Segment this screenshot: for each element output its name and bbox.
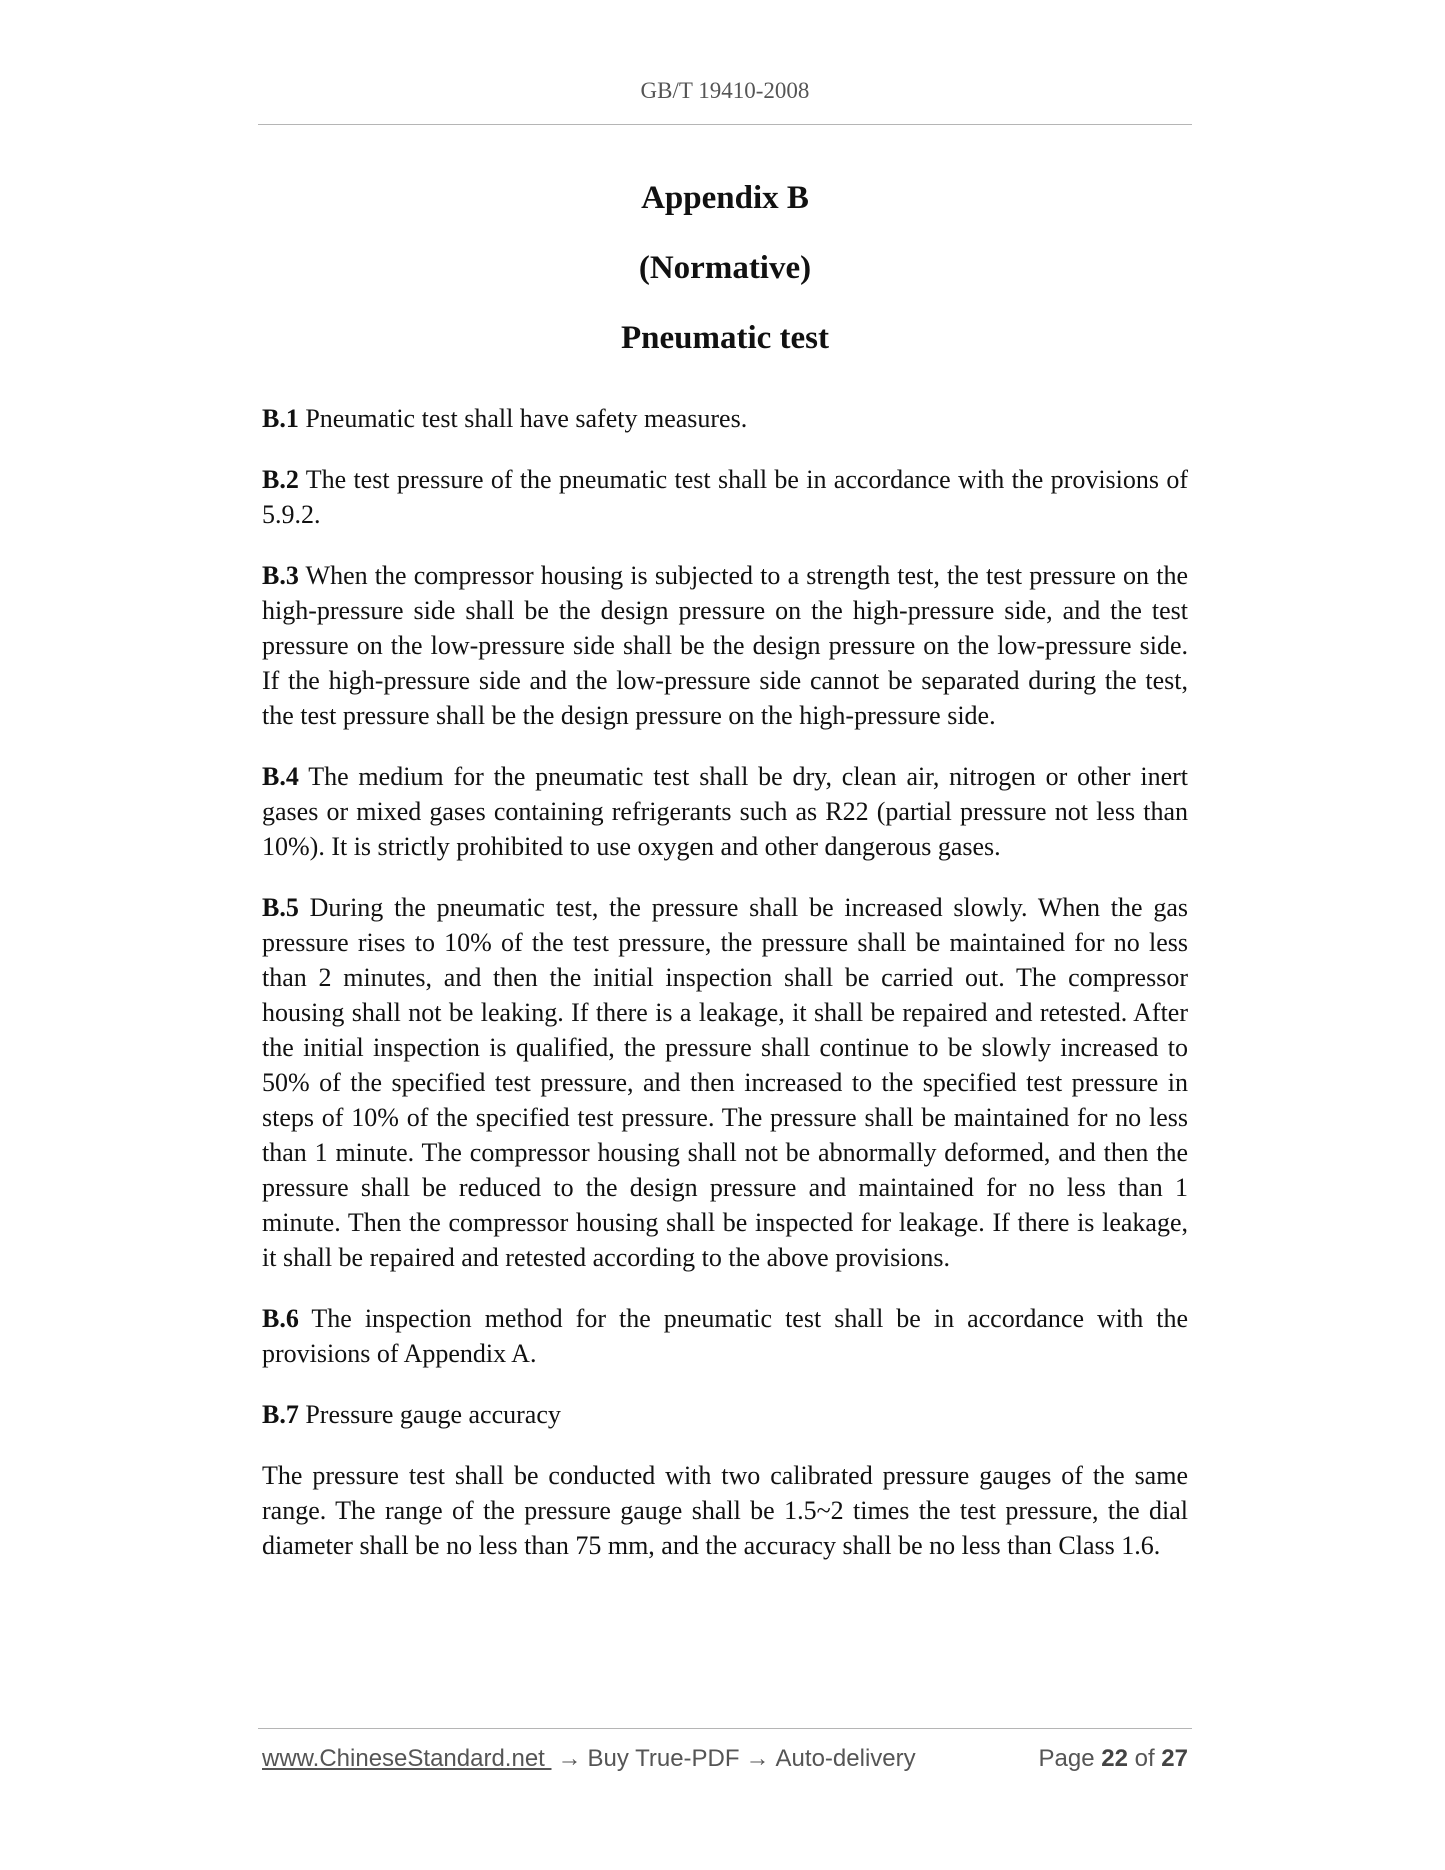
section-text: Pressure gauge accuracy	[298, 1400, 561, 1429]
section-text: Pneumatic test shall have safety measures.	[298, 404, 748, 433]
page-indicator	[1039, 1745, 1189, 1773]
footer-rule	[258, 1728, 1192, 1729]
section-b3	[262, 558, 1188, 733]
arrow-right-icon: →	[557, 1745, 582, 1772]
section-b6	[262, 1301, 1188, 1371]
header-doc-id: GB/T 19410-2008	[640, 78, 810, 103]
section-b1	[262, 401, 1188, 436]
section-b5	[262, 890, 1188, 1275]
section-number: B.4	[262, 762, 299, 791]
section-number: B.1	[262, 404, 299, 433]
auto-delivery-text: Auto-delivery	[775, 1745, 916, 1772]
page-header	[258, 78, 1192, 104]
closing-paragraph: The pressure test shall be conducted with two calibrated pressure gauges of the same range. The range of the pressure gauge shall be 1.5~2 times the test pressure, the dial diameter shall be no less than 75 mm, and the accuracy shall be no less than Class 1.6.	[262, 1461, 1188, 1560]
section-number: B.2	[262, 465, 299, 494]
section-number: B.5	[262, 893, 299, 922]
appendix-title: Appendix B	[641, 180, 809, 216]
section-text: During the pneumatic test, the pressure shall be increased slowly. When the gas pressure rises to 10% of the test pressure, the pressure shall be maintained for no less than 2 minutes, and then the initial inspection shall be carried out. The compressor housing shall not be leaking. If there is a leakage, it shall be repaired and retested. After the initial inspection is qualified, the pressure shall continue to be slowly increased to 50% of the specified test pressure, and then increased to the specified test pressure in steps of 10% of the specified test pressure. The pressure shall be maintained for no less than 1 minute. The compressor housing shall not be abnormally deformed, and then the pressure shall be reduced to the design pressure and maintained for no less than 1 minute. Then the compressor housing shall be inspected for leakage. If there is leakage, it shall be repaired and retested according to the above provisions.	[262, 893, 1188, 1272]
page-footer	[262, 1745, 1188, 1773]
section-number: B.3	[262, 561, 299, 590]
page-current: 22	[1101, 1745, 1128, 1772]
appendix-type: (Normative)	[638, 250, 812, 286]
section-text: The medium for the pneumatic test shall be dry, clean air, nitrogen or other inert gases or mixed gases containing refrigerants such as R22 (partial pressure not less than 10%). It is strictly prohibited to use oxygen and other dangerous gases.	[262, 762, 1188, 861]
section-text: The inspection method for the pneumatic test shall be in accordance with the provisions of Appendix A.	[262, 1304, 1188, 1368]
section-text: The test pressure of the pneumatic test shall be in accordance with the provisions of 5.9.2.	[262, 465, 1188, 529]
page-label: Page	[1038, 1745, 1095, 1772]
section-b2	[262, 462, 1188, 532]
section-text: When the compressor housing is subjected to a strength test, the test pressure on the high-pressure side shall be the design pressure on the high-pressure side, and the test pressure on the low-pressure side shall be the design pressure on the low-pressure side. If the high-pressure side and the low-pressure side cannot be separated during the test, the test pressure shall be the design pressure on the high-pressure side.	[262, 561, 1188, 730]
site-link[interactable]: www.ChineseStandard.net	[262, 1745, 552, 1772]
buy-pdf-text: Buy True-PDF	[587, 1745, 740, 1772]
section-number: B.7	[262, 1400, 299, 1429]
of-label: of	[1134, 1745, 1155, 1772]
section-b7	[262, 1397, 1188, 1432]
section-number: B.6	[262, 1304, 299, 1333]
page-total: 27	[1161, 1745, 1188, 1772]
arrow-right-icon: →	[745, 1745, 770, 1772]
section-b4	[262, 759, 1188, 864]
document-body	[262, 401, 1188, 1589]
footer-left	[262, 1745, 916, 1773]
appendix-subject: Pneumatic test	[620, 320, 830, 356]
header-rule	[258, 124, 1192, 125]
